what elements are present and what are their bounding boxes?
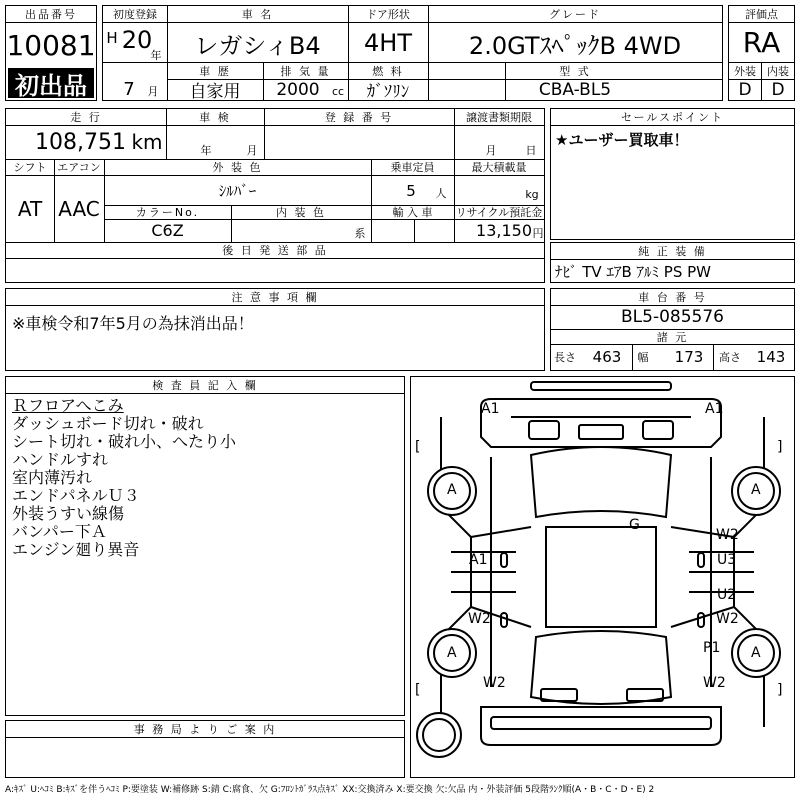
height-label: 高さ	[719, 351, 741, 364]
width-label: 幅	[637, 351, 649, 364]
inspector-line: エンジン廻り異音	[12, 540, 140, 559]
bracket-right-mid: ]	[777, 682, 783, 698]
chassis-label: 車 台 番 号	[638, 291, 707, 304]
transfer-month-unit: 月	[485, 144, 497, 157]
car-outline-svg	[411, 377, 794, 777]
notes-label: 注 意 事 項 欄	[231, 291, 319, 304]
transfer-label: 譲渡書類期限	[466, 111, 532, 124]
equipment-text: ﾅﾋﾞ TV ｴｱB ｱﾙﾐ PS PW	[555, 263, 711, 281]
displacement-unit: cc	[331, 84, 345, 98]
damage-mark: W2	[483, 675, 506, 691]
fuel: ｶﾞｿﾘﾝ	[366, 82, 410, 102]
car-name: レガシィB4	[194, 31, 321, 60]
chassis-number: BL5-085576	[621, 307, 724, 327]
equipment-label: 純 正 装 備	[638, 245, 707, 258]
grade: 2.0GTｽﾍﾟｯｸB 4WD	[468, 31, 682, 60]
seats-unit: 人	[435, 187, 447, 200]
car-name-label: 車 名	[241, 8, 274, 21]
damage-mark: A1	[481, 401, 500, 417]
colorno-label: カラーNo.	[135, 206, 200, 219]
mileage-unit: km	[131, 130, 163, 154]
load-label: 最大積載量	[471, 161, 527, 174]
inspector-line: エンドパネルＵ３	[12, 486, 140, 505]
inspector-line: 外装うすい線傷	[12, 504, 125, 523]
inspection-month-unit: 月	[246, 144, 258, 157]
reg-month: 7	[123, 78, 135, 100]
length: 463	[592, 348, 622, 366]
inspector-line: 室内薄汚れ	[12, 468, 93, 487]
damage-mark: A1	[469, 552, 488, 568]
sales-point-text: ★ユーザー買取車！	[555, 131, 689, 149]
car-diagram	[410, 376, 795, 778]
inspector-line: シート切れ・破れ小、へたり小	[12, 432, 237, 451]
mileage-label: 走 行	[70, 111, 102, 124]
inspector-line: Ｒフロアへこみ	[12, 396, 124, 415]
damage-mark: W2	[468, 611, 491, 627]
office-label: 事 務 局 よ り ご 案 内	[133, 723, 277, 736]
damage-mark: A	[751, 482, 761, 498]
ext-score: D	[738, 79, 752, 100]
damage-mark: A1	[705, 401, 724, 417]
first-reg-label: 初度登録	[113, 8, 157, 21]
dims-label: 諸 元	[656, 330, 689, 344]
int-color-unit: 系	[354, 227, 366, 240]
displacement: 2000	[276, 79, 320, 100]
int-color-label: 内 装 色	[276, 206, 326, 219]
inspector-lines	[12, 397, 236, 559]
lot-number: 10081	[6, 28, 96, 62]
vehicle-summary	[102, 5, 723, 101]
damage-mark: W2	[716, 611, 739, 627]
inspector-line: バンパー下Ａ	[12, 522, 107, 541]
length-label: 長さ	[554, 351, 576, 364]
ext-color-label: 外 装 色	[212, 161, 263, 174]
width: 173	[674, 348, 704, 366]
sales-point-label: セールスポイント	[620, 111, 724, 124]
int-score: D	[771, 79, 785, 100]
reg-year: 20	[121, 26, 153, 54]
regno-label: 登 録 番 号	[324, 111, 394, 124]
damage-mark: W2	[716, 527, 739, 543]
ext-color: ｼﾙﾊﾞｰ	[218, 181, 257, 200]
first-listing-badge	[8, 68, 94, 98]
fuel-label: 燃 料	[372, 64, 404, 78]
transfer-day-unit: 日	[525, 144, 537, 157]
color-number: C6Z	[151, 221, 184, 240]
score-label: 評価点	[745, 8, 778, 21]
damage-mark: P1	[703, 640, 721, 656]
bracket-left-mid: [	[415, 682, 421, 698]
height: 143	[756, 348, 786, 366]
ac-label: エアコン	[57, 161, 101, 174]
seats: 5	[406, 182, 416, 200]
ext-score-label: 外装	[734, 64, 756, 78]
recycle-label: リサイクル預託金	[455, 206, 543, 219]
later-parts-label: 後 日 発 送 部 品	[222, 244, 328, 257]
damage-mark: A	[447, 482, 457, 498]
damage-mark: A	[447, 645, 457, 661]
details-table	[5, 108, 545, 283]
bracket-left-top: [	[415, 439, 421, 455]
door-type: 4HT	[364, 29, 412, 57]
chassis-box	[550, 288, 795, 371]
first-listing-text: 初出品	[15, 71, 87, 100]
model-code: CBA-BL5	[538, 79, 612, 100]
recycle-unit: 円	[532, 227, 544, 240]
sales-point-box	[550, 108, 795, 240]
import-label: 輸 入 車	[392, 206, 433, 219]
damage-mark: U2	[717, 587, 737, 603]
mileage: 108,751	[35, 129, 126, 155]
history: 自家用	[189, 82, 241, 102]
ac: AAC	[58, 196, 100, 221]
displacement-label: 排 気 量	[280, 64, 331, 78]
lot-label: 出品番号	[25, 8, 77, 21]
lot-box	[5, 5, 97, 101]
inspector-line: ハンドルすれ	[12, 450, 109, 469]
shift: AT	[17, 196, 43, 221]
notes-text: ※車検令和7年5月の為抹消出品！	[12, 314, 254, 333]
bracket-right-top: ]	[777, 439, 783, 455]
int-score-label: 内装	[767, 64, 789, 78]
notes-box	[5, 288, 545, 371]
inspection-year-unit: 年	[200, 144, 212, 157]
history-label: 車 歴	[199, 64, 231, 78]
reg-year-unit: 年	[150, 49, 162, 62]
damage-mark: W2	[703, 675, 726, 691]
score: RA	[742, 25, 781, 59]
legend: A:ｷｽﾞ U:ﾍｺﾐ B:ｷｽﾞを伴うﾍｺﾐ P:要塗装 W:補修跡 S:錆 C:腐食、欠 G:ﾌﾛﾝﾄｶﾞﾗｽ点ｷｽﾞ XX:交換済み X:要交換 欠:欠品 内・外装評価 5段階ﾗﾝｸ順(A・B・C・D・E) 2	[5, 785, 655, 795]
load-unit: kg	[525, 187, 539, 201]
inspector-label: 検 査 員 記 入 欄	[152, 379, 258, 392]
model-label: 型 式	[559, 64, 591, 78]
door-label: ドア形状	[366, 8, 410, 21]
inspection-label: 車 検	[199, 111, 231, 124]
damage-mark: A	[751, 645, 761, 661]
score-box	[728, 5, 795, 101]
grade-label: グレード	[549, 8, 601, 21]
equipment-box	[550, 242, 795, 283]
inspector-line: ダッシュボード切れ・破れ	[12, 414, 204, 433]
office-box	[5, 720, 405, 778]
reg-month-unit: 月	[147, 85, 159, 98]
damage-mark: G	[629, 517, 640, 533]
reg-era: H	[106, 29, 118, 47]
inspector-box	[5, 376, 405, 716]
recycle-fee: 13,150	[476, 221, 532, 240]
shift-label: シフト	[13, 161, 47, 174]
seats-label: 乗車定員	[390, 161, 435, 174]
damage-mark: U3	[717, 552, 737, 568]
